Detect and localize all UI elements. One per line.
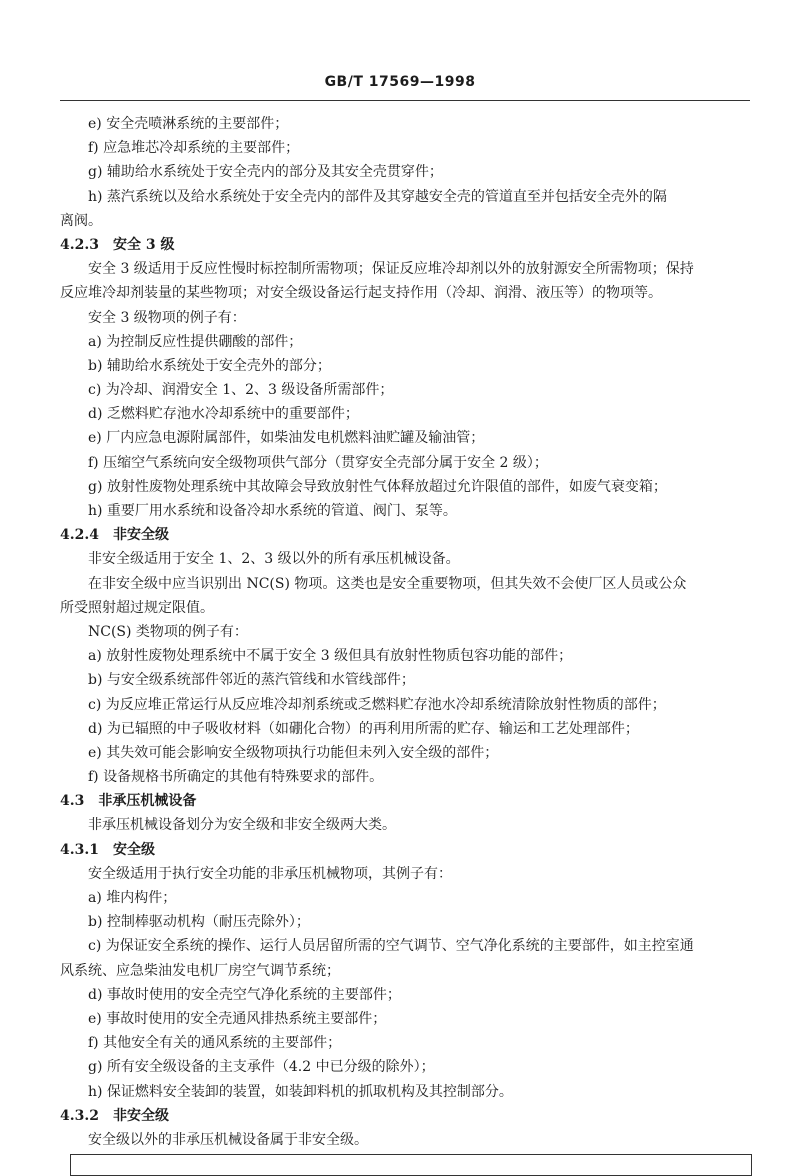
list-item: e) 安全壳喷淋系统的主要部件； <box>88 116 289 132</box>
list-item-continuation: 风系统、应急柴油发电机厂房空气调节系统； <box>60 962 340 979</box>
list-item: c) 为冷却、润滑安全 1、2、3 级设备所需部件； <box>88 382 394 399</box>
list-item: e) 事故时使用的安全壳通风排热系统主要部件； <box>88 1010 387 1027</box>
paragraph: 安全 3 级物项的例子有： <box>88 309 246 326</box>
list-item: f) 设备规格书所确定的其他有特殊要求的部件。 <box>88 769 384 786</box>
paragraph: 安全级适用于执行安全功能的非承压机械物项，其例子有： <box>88 865 452 882</box>
list-item: f) 压缩空气系统向安全级物项供气部分（贯穿安全壳部分属于安全 2 级）； <box>88 454 548 471</box>
list-item: c) 为保证安全系统的操作、运行人员居留所需的空气调节、空气净化系统的主要部件，如主控室通 <box>88 938 694 955</box>
paragraph: 非安全级适用于安全 1、2、3 级以外的所有承压机械设备。 <box>88 551 460 568</box>
page-header: GB/T 17569—1998 <box>324 74 476 90</box>
header-divider <box>60 100 750 101</box>
paragraph-continuation: 所受照射超过规定限值。 <box>60 599 214 616</box>
paragraph-continuation: 反应堆冷却剂装量的某些物项；对安全级设备运行起支持作用（冷却、润滑、液压等）的物项等。 <box>60 285 662 302</box>
list-item: f) 其他安全有关的通风系统的主要部件； <box>88 1035 342 1052</box>
paragraph: 在非安全级中应当识别出 NC(S) 物项。这类也是安全重要物项，但其失效不会使厂区人员或公众 <box>88 575 687 592</box>
list-item: g) 放射性废物处理系统中其故障会导致放射性气体释放超过允许限值的部件，如废气衰变箱； <box>88 478 667 495</box>
paragraph: 非承压机械设备划分为安全级和非安全级两大类。 <box>88 817 396 834</box>
section-heading-4-3-1: 4.3.1 安全级 <box>60 841 155 858</box>
list-item: d) 为已辐照的中子吸收材料（如硼化合物）的再利用所需的贮存、输运和工艺处理部件； <box>88 720 639 737</box>
section-heading-4-3: 4.3 非承压机械设备 <box>60 793 197 810</box>
list-item: h) 保证燃料安全装卸的装置，如装卸料机的抓取机构及其控制部分。 <box>88 1083 513 1100</box>
section-heading-4-2-4: 4.2.4 非安全级 <box>60 527 169 544</box>
section-heading-4-2-3: 4.2.3 安全 3 级 <box>60 236 175 253</box>
paragraph: 安全级以外的非承压机械设备属于非安全级。 <box>88 1131 368 1148</box>
list-item: b) 与安全级系统部件邻近的蒸汽管线和水管线部件； <box>88 672 415 689</box>
list-item: f) 应急堆芯冷却系统的主要部件； <box>88 140 300 157</box>
list-item: a) 堆内构件； <box>88 890 177 906</box>
list-item: a) 为控制反应性提供硼酸的部件； <box>88 333 303 350</box>
page-footer-frame <box>70 1154 752 1176</box>
paragraph: NC(S) 类物项的例子有： <box>88 623 248 640</box>
list-item: e) 其失效可能会影响安全级物项执行功能但未列入安全级的部件； <box>88 744 499 761</box>
list-item: h) 重要厂用水系统和设备冷却水系统的管道、阀门、泵等。 <box>88 503 457 519</box>
document-body <box>60 112 750 1152</box>
list-item: e) 厂内应急电源附属部件，如柴油发电机燃料油贮罐及输油管； <box>88 430 485 447</box>
list-item: b) 控制棒驱动机构（耐压壳除外）； <box>88 914 310 931</box>
list-item: g) 所有安全级设备的主支承件（4.2 中已分级的除外）； <box>88 1059 435 1076</box>
section-heading-4-3-2: 4.3.2 非安全级 <box>60 1107 169 1124</box>
list-item: d) 事故时使用的安全壳空气净化系统的主要部件； <box>88 986 401 1003</box>
list-item: g) 辅助给水系统处于安全壳内的部分及其安全壳贯穿件； <box>88 164 443 181</box>
paragraph: 安全 3 级适用于反应性慢时标控制所需物项；保证反应堆冷却剂以外的放射源安全所需物项；保持 <box>88 261 694 278</box>
list-item: b) 辅助给水系统处于安全壳外的部分； <box>88 357 331 374</box>
list-item: c) 为反应堆正常运行从反应堆冷却剂系统或乏燃料贮存池水冷却系统清除放射性物质的部件； <box>88 696 666 713</box>
list-item: a) 放射性废物处理系统中不属于安全 3 级但具有放射性物质包容功能的部件； <box>88 648 573 665</box>
list-item: h) 蒸汽系统以及给水系统处于安全壳内的部件及其穿越安全壳的管道直至并包括安全壳外的隔 <box>88 188 667 205</box>
list-item: d) 乏燃料贮存池水冷却系统中的重要部件； <box>88 406 359 423</box>
list-item-continuation: 离阀。 <box>60 212 102 229</box>
